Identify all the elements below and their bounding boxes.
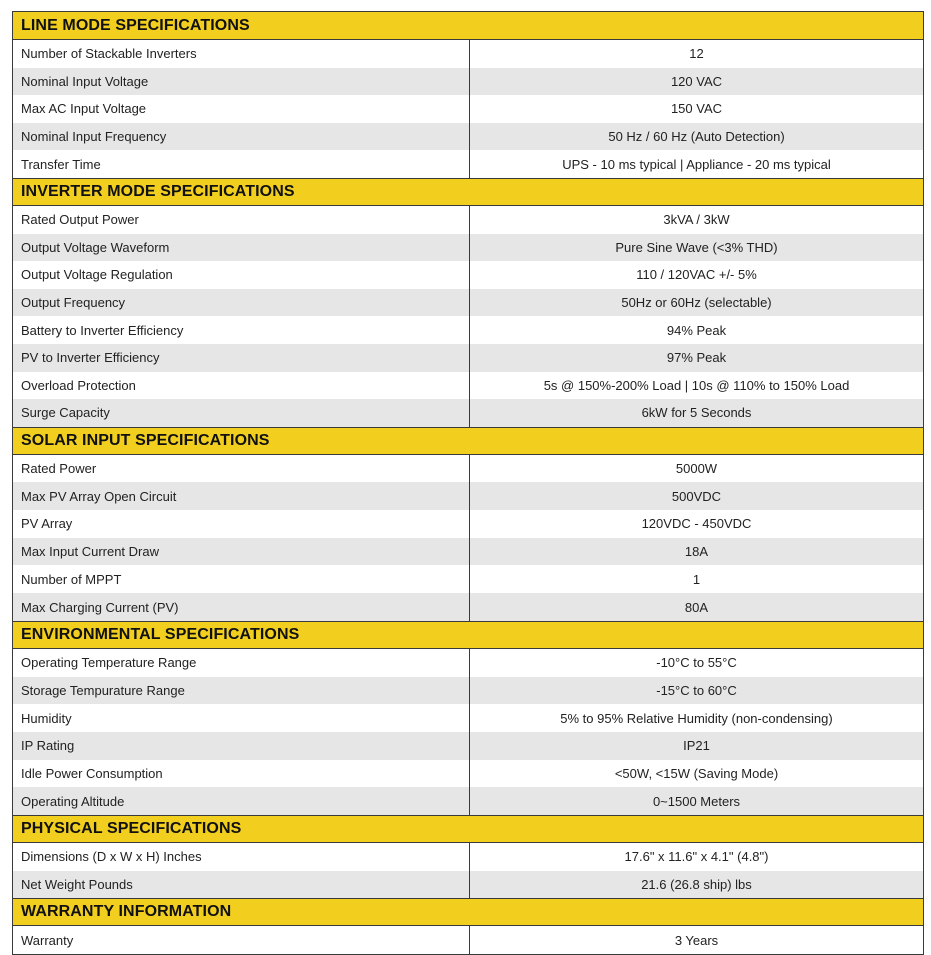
spec-row [13,677,923,705]
spec-value: 3 Years [674,932,719,948]
spec-row [13,344,923,372]
spec-label: Dimensions (D x W x H) Inches [13,843,470,871]
spec-row [13,871,923,899]
spec-table [12,11,924,955]
spec-value: 500VDC [671,488,722,504]
spec-row [13,843,923,871]
spec-label: Max PV Array Open Circuit [13,482,470,510]
spec-value: 18A [684,544,709,560]
spec-value: 5s @ 150%-200% Load | 10s @ 110% to 150% Load [543,377,850,393]
spec-section [13,178,923,427]
spec-value: -15°C to 60°C [656,682,737,698]
section-header: PHYSICAL SPECIFICATIONS [13,815,923,843]
spec-row [13,787,923,815]
spec-row [13,206,923,234]
spec-value: 97% Peak [666,350,727,366]
spec-value: 6kW for 5 Seconds [641,405,752,421]
spec-label: Overload Protection [13,372,470,400]
spec-value: <50W, <15W (Saving Mode) [614,765,779,781]
spec-row [13,316,923,344]
spec-label: Operating Temperature Range [13,649,470,677]
spec-row [13,455,923,483]
spec-label: Warranty [13,926,470,954]
spec-value: 12 [689,46,704,62]
spec-value: 0~1500 Meters [652,793,741,809]
spec-row [13,261,923,289]
spec-section [13,12,923,178]
spec-row [13,123,923,151]
spec-row [13,760,923,788]
spec-label: Number of MPPT [13,565,470,593]
spec-row [13,399,923,427]
spec-label: IP Rating [13,732,470,760]
spec-row [13,732,923,760]
spec-row [13,649,923,677]
spec-label: Output Voltage Regulation [13,261,470,289]
spec-section [13,621,923,815]
spec-label: PV Array [13,510,470,538]
spec-row [13,593,923,621]
spec-value: 5000W [675,461,718,477]
spec-label: Nominal Input Frequency [13,123,470,151]
spec-label: Net Weight Pounds [13,871,470,899]
spec-label: Battery to Inverter Efficiency [13,316,470,344]
spec-value: 50 Hz / 60 Hz (Auto Detection) [608,129,785,145]
spec-value: -10°C to 55°C [656,655,737,671]
spec-value: 3kVA / 3kW [663,212,730,228]
spec-label: Max Input Current Draw [13,538,470,566]
spec-label: Output Voltage Waveform [13,234,470,262]
spec-section [13,815,923,898]
spec-label: Operating Altitude [13,787,470,815]
spec-row [13,95,923,123]
spec-value: 120 VAC [670,73,723,89]
spec-value: 17.6" x 11.6" x 4.1" (4.8") [624,849,769,865]
spec-row [13,704,923,732]
spec-label: PV to Inverter Efficiency [13,344,470,372]
spec-value: 94% Peak [666,322,727,338]
spec-row [13,372,923,400]
spec-label: Rated Output Power [13,206,470,234]
spec-label: Number of Stackable Inverters [13,40,470,68]
spec-value: 5% to 95% Relative Humidity (non-condensing) [560,710,833,726]
spec-row [13,510,923,538]
spec-row [13,565,923,593]
spec-value: 1 [692,571,701,587]
spec-label: Transfer Time [13,150,470,178]
spec-value: 120VDC - 450VDC [641,516,752,532]
spec-label: Surge Capacity [13,399,470,427]
spec-row [13,926,923,954]
spec-label: Max Charging Current (PV) [13,593,470,621]
spec-label: Idle Power Consumption [13,760,470,788]
spec-label: Storage Tempurature Range [13,677,470,705]
section-header: INVERTER MODE SPECIFICATIONS [13,178,923,206]
spec-value: 150 VAC [670,101,723,117]
spec-label: Output Frequency [13,289,470,317]
spec-value: Pure Sine Wave (<3% THD) [615,239,778,255]
spec-label: Nominal Input Voltage [13,68,470,96]
spec-row [13,538,923,566]
spec-label: Humidity [13,704,470,732]
spec-row [13,40,923,68]
spec-value: UPS - 10 ms typical | Appliance - 20 ms typical [562,156,831,172]
spec-value: 80A [684,599,709,615]
spec-row [13,482,923,510]
spec-value: 110 / 120VAC +/- 5% [636,267,757,283]
spec-value: 21.6 (26.8 ship) lbs [641,876,752,892]
spec-row [13,289,923,317]
spec-value: 50Hz or 60Hz (selectable) [621,295,772,311]
section-header: ENVIRONMENTAL SPECIFICATIONS [13,621,923,649]
section-header: LINE MODE SPECIFICATIONS [13,12,923,40]
spec-value: IP21 [683,738,710,754]
spec-row [13,234,923,262]
section-header: SOLAR INPUT SPECIFICATIONS [13,427,923,455]
section-header: WARRANTY INFORMATION [13,898,923,926]
spec-section [13,427,923,621]
spec-label: Max AC Input Voltage [13,95,470,123]
spec-label: Rated Power [13,455,470,483]
spec-row [13,150,923,178]
spec-section [13,898,923,954]
spec-row [13,68,923,96]
